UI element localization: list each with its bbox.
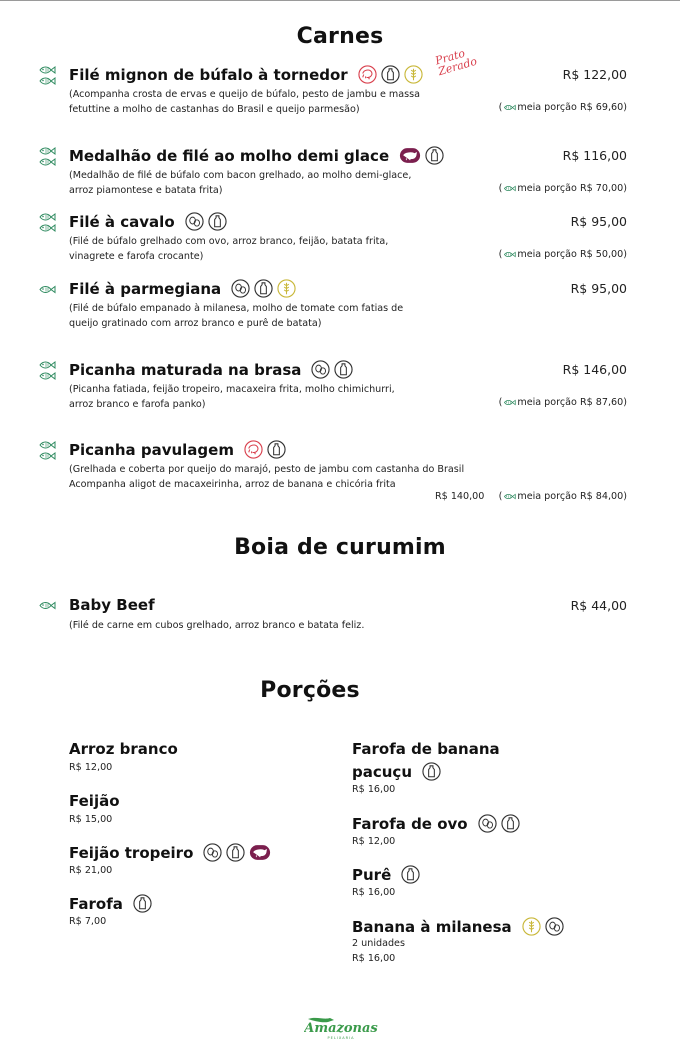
bottle-icon [334, 360, 353, 379]
fish-icon [503, 103, 516, 112]
side-item [69, 843, 329, 883]
egg-icon [311, 360, 330, 379]
side-price: R$ 15,00 [69, 814, 113, 825]
item-name: Picanha maturada na brasa [69, 360, 302, 379]
fish-icon [38, 360, 56, 382]
side-item [69, 894, 329, 934]
bottle-icon [254, 279, 273, 298]
item-price: R$ 44,00 [570, 598, 627, 613]
menu-item [38, 146, 633, 201]
side-price: R$ 21,00 [69, 865, 113, 876]
fish-icon [38, 65, 56, 87]
half-portion: ( meia porção R$ 69,60 ) [498, 102, 627, 113]
half-portion: ( meia porção R$ 87,60 ) [498, 397, 627, 408]
side-name: Arroz branco [69, 740, 178, 758]
side-name: Feijão [69, 792, 120, 810]
side-item [69, 740, 329, 780]
bottle-icon [267, 440, 286, 459]
wheat-icon [277, 279, 296, 298]
bottle-icon [401, 865, 420, 884]
side-name: Banana à milanesa [352, 917, 512, 936]
side-note: 2 unidades [352, 938, 405, 949]
item-price: R$ 116,00 [562, 148, 627, 163]
menu-item [38, 212, 633, 267]
side-name: Farofa [69, 894, 123, 913]
side-name-line2: pacuçu [352, 762, 412, 781]
bottle-icon [133, 894, 152, 913]
egg-icon [185, 212, 204, 231]
top-divider [0, 0, 680, 1]
menu-item [38, 65, 633, 120]
logo-subtext: PELIXARIA [327, 1036, 355, 1040]
fish-icon [38, 284, 56, 295]
section-title-carnes: Carnes [296, 24, 384, 49]
pig-icon [399, 146, 421, 165]
shrimp-icon [358, 65, 377, 84]
side-item [69, 792, 329, 832]
item-name: Medalhão de filé ao molho demi glace [69, 146, 390, 165]
side-name: Farofa de banana [352, 740, 500, 758]
item-price: R$ 140,00 [435, 491, 485, 502]
side-price: R$ 16,00 [352, 784, 396, 795]
item-price: R$ 95,00 [570, 281, 627, 296]
prato-zerado-tag: Prato Zerado [433, 46, 479, 79]
side-price: R$ 16,00 [352, 887, 396, 898]
fish-icon [38, 440, 56, 462]
section-title-porcoes: Porções [260, 678, 360, 703]
side-item [352, 814, 612, 854]
menu-item [38, 596, 633, 636]
fish-icon [38, 212, 56, 234]
shrimp-icon [244, 440, 263, 459]
item-description: (Filé de búfalo grelhado com ovo, arroz branco, feijão, batata frita, vinagrete e farofa crocante) [69, 236, 389, 262]
side-name: Feijão tropeiro [69, 843, 194, 862]
egg-icon [231, 279, 250, 298]
item-description: (Acompanha crosta de ervas e queijo de búfalo, pesto de jambu e massa fetuttine a molho de castanhas do Brasil e queijo parmesão) [69, 89, 420, 115]
side-price: R$ 12,00 [352, 836, 396, 847]
item-description: (Filé de búfalo empanado à milanesa, molho de tomate com fatias de queijo gratinado com arroz branco e purê de batata) [69, 303, 404, 329]
item-description: (Picanha fatiada, feijão tropeiro, macaxeira frita, molho chimichurri, arroz branco e farofa panko) [69, 384, 395, 410]
fish-icon [38, 146, 56, 168]
item-name: Baby Beef [69, 596, 155, 614]
bottle-icon [226, 843, 245, 862]
half-portion: ( meia porção R$ 84,00 ) [498, 491, 627, 502]
amazonas-logo [304, 1014, 378, 1040]
item-description: (Grelhada e coberta por queijo do marajó, pesto de jambu com castanha do Brasil Acompanha aligot de macaxeirinha, arroz de banana e chicória frita [69, 464, 465, 490]
menu-item [38, 440, 633, 510]
wheat-icon [522, 917, 541, 936]
side-price: R$ 12,00 [69, 762, 113, 773]
side-price: R$ 7,00 [69, 916, 107, 927]
bottle-icon [381, 65, 400, 84]
item-name: Filé à parmegiana [69, 279, 222, 298]
bottle-icon [208, 212, 227, 231]
side-item [352, 917, 612, 972]
fish-icon [503, 492, 516, 501]
item-price: R$ 146,00 [562, 362, 627, 377]
half-portion: ( meia porção R$ 70,00 ) [498, 183, 627, 194]
wheat-icon [404, 65, 423, 84]
bottle-icon [501, 814, 520, 833]
menu-item [38, 279, 633, 329]
item-name: Filé à cavalo [69, 212, 175, 231]
side-item [352, 740, 612, 800]
item-name: Filé mignon de búfalo à tornedor [69, 65, 348, 84]
egg-icon [545, 917, 564, 936]
fish-icon [38, 600, 56, 611]
egg-icon [203, 843, 222, 862]
side-name: Purê [352, 865, 392, 884]
egg-icon [478, 814, 497, 833]
bottle-icon [425, 146, 444, 165]
side-price: R$ 16,00 [352, 953, 396, 964]
item-description: (Filé de carne em cubos grelhado, arroz branco e batata feliz. [69, 620, 365, 631]
item-price: R$ 122,00 [562, 67, 627, 82]
item-price: R$ 95,00 [570, 214, 627, 229]
fish-icon [503, 184, 516, 193]
section-title-boia: Boia de curumim [234, 535, 446, 560]
side-name: Farofa de ovo [352, 814, 468, 833]
fish-icon [503, 250, 516, 259]
half-portion: ( meia porção R$ 50,00 ) [498, 249, 627, 260]
item-name: Picanha pavulagem [69, 440, 234, 459]
item-description: (Medalhão de filé de búfalo com bacon grelhado, ao molho demi-glace, arroz piamontese e batata frita) [69, 170, 412, 196]
pig-icon [249, 843, 271, 862]
side-item [352, 865, 612, 905]
bottle-icon [422, 762, 441, 781]
logo-text: Amazonas [304, 1021, 378, 1036]
fish-icon [503, 398, 516, 407]
menu-item [38, 360, 633, 415]
